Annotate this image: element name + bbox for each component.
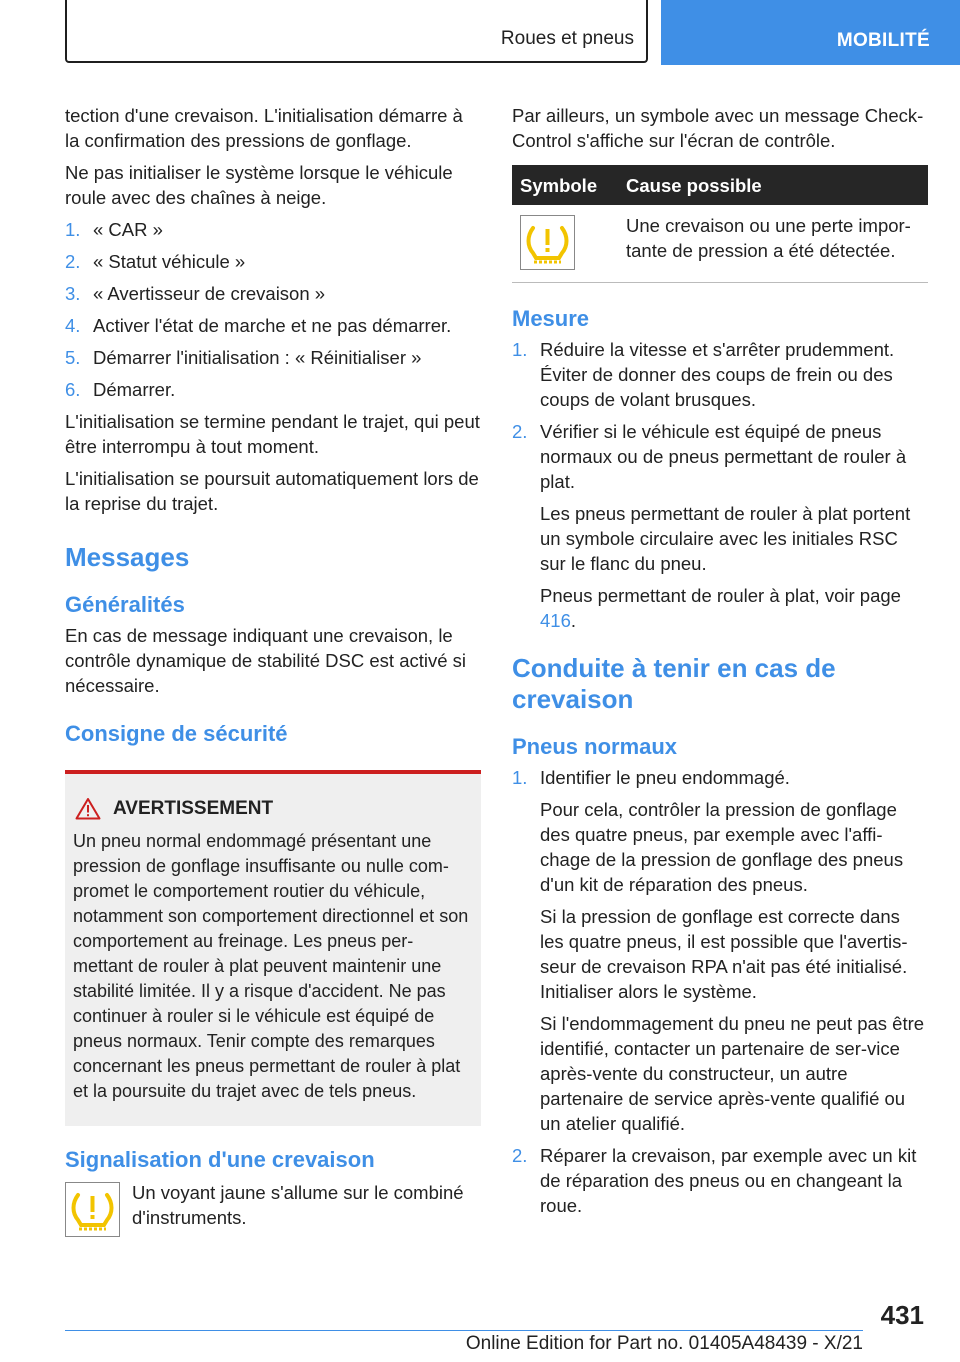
safety-heading: Consigne de sécurité	[65, 721, 288, 746]
list-item: 4. Activer l'état de marche et ne pas démarrer.	[65, 315, 452, 336]
normal-tires-heading: Pneus normaux	[512, 734, 678, 759]
messages-heading: Messages	[65, 542, 190, 572]
symbol-table	[512, 165, 928, 283]
warning-title: AVERTISSEMENT	[113, 798, 274, 819]
warning-text: Un pneu normal endommagé présentant une pression de gonflage insuffisante ou nulle com-promet le comportement routier du véhicule, notamment son comportement directionnel et son comportement au freinage. Les pneus per-mettant de rouler à plat peuvent maintenir une stabilité limitée. Il y a risque d'accident. Ne pas continuer à rouler si le véhicule est équipé de pneus normaux. Tenir compte des remarques concernant les pneus permettant de rouler à plat et la poursuite du trajet avec de tels pneus.	[73, 831, 469, 1101]
tire-pressure-warning-icon	[520, 215, 575, 270]
table-header-cause: Cause possible	[618, 165, 928, 205]
list-item: 3. « Avertisseur de crevaison »	[65, 283, 326, 304]
chapter-tab: MOBILITÉ	[661, 0, 960, 65]
list-item: 1. Réduire la vitesse et s'arrêter prudemment. Éviter de donner des coups de frein ou des coups de volant brusques.	[512, 339, 895, 410]
list-item: 2. « Statut véhicule »	[65, 251, 246, 272]
footer-divider	[65, 1330, 863, 1331]
page-reference-link[interactable]: 416	[540, 610, 571, 631]
normal-tires-steps	[512, 765, 928, 1218]
warning-box	[65, 770, 481, 1126]
intro-paragraph-2: Ne pas initialiser le système lorsque le véhicule roule avec des chaînes à neige.	[65, 162, 453, 208]
tire-pressure-warning-icon	[65, 1182, 120, 1237]
normal-sub-paragraph-2: Si la pression de gonflage est correcte dans les quatre pneus, il est possible que l'avertis-seur de crevaison RPA n'ait pas été initialisé. Initialiser alors le système.	[540, 906, 908, 1002]
normal-sub-paragraph-1: Pour cela, contrôler la pression de gonflage des quatre pneus, par exemple avec l'affi-chage de la pression de gonflage des pneus d'un kit de réparation des pneus.	[540, 799, 904, 895]
signal-text: Un voyant jaune s'allume sur le combiné d'instruments.	[132, 1182, 464, 1228]
measure-heading: Mesure	[512, 306, 590, 331]
list-item: 2. Vérifier si le véhicule est équipé de pneus normaux ou de pneus permettant de rouler à plat. Les pneus permettant de rouler à plat portent un symbole circulaire avec les initiales RSC sur le flanc du pneu. Pneus permettant de rouler à plat, voir page 416.	[512, 419, 928, 633]
measure-sub-paragraph-1: Les pneus permettant de rouler à plat portent un symbole circulaire avec les initiales RSC sur le flanc du pneu.	[540, 503, 911, 574]
list-item: 2. Réparer la crevaison, par exemple avec un kit de réparation des pneus ou en changeant la roue.	[512, 1145, 917, 1216]
right-intro: Par ailleurs, un symbole avec un message Check-Control s'affiche sur l'écran de contrôle.	[512, 105, 924, 151]
list-item: 6. Démarrer.	[65, 379, 176, 400]
right-column	[512, 103, 928, 1225]
after-paragraph-1: L'initialisation se termine pendant le trajet, qui peut être interrompu à tout moment.	[65, 411, 480, 457]
signal-row	[65, 1180, 481, 1237]
signal-heading: Signalisation d'une crevaison	[65, 1147, 375, 1172]
left-column	[65, 103, 481, 1237]
measure-steps	[512, 337, 928, 633]
table-cell-symbol	[512, 205, 618, 283]
general-paragraph: En cas de message indiquant une crevaison, le contrôle dynamique de stabilité DSC est activé si nécessaire.	[65, 625, 467, 696]
normal-sub-paragraph-3: Si l'endommagement du pneu ne peut pas être identifié, contacter un partenaire de ser-vice après-vente du constructeur, un autre partenaire de service après-vente qualifié ou un atelier qualifié.	[540, 1013, 925, 1134]
edition-footer: Online Edition for Part no. 01405A48439 - X/21	[465, 1333, 863, 1354]
list-item: 1. « CAR »	[65, 219, 163, 240]
warning-title-row	[73, 796, 473, 821]
section-title: Roues et pneus	[500, 28, 634, 49]
warning-triangle-icon	[75, 797, 101, 820]
conduct-heading: Conduite à tenir en cas de crevaison	[512, 653, 836, 714]
list-item: 5. Démarrer l'initialisation : « Réinitialiser »	[65, 347, 422, 368]
after-paragraph-2: L'initialisation se poursuit automatiquement lors de la reprise du trajet.	[65, 468, 479, 514]
list-item: 1. Identifier le pneu endommagé. Pour cela, contrôler la pression de gonflage des quatre pneus, par exemple avec l'affi-chage de la pression de gonflage des pneus d'un kit de réparation des pneus. Si la pression de gonflage est correcte dans les quatre pneus, il est possible que l'avertis-seur de crevaison RPA n'ait pas été initialisé. Initialiser alors le système. Si l'endommagement du pneu ne peut pas être identifié, contacter un partenaire de ser-vice après-vente du constructeur, un autre partenaire de service après-vente qualifié ou un atelier qualifié.	[512, 765, 928, 1136]
table-row	[512, 205, 928, 283]
measure-sub-paragraph-2: Pneus permettant de rouler à plat, voir page 416.	[540, 585, 901, 631]
section-tab	[65, 0, 648, 63]
page-number: 431	[880, 1300, 924, 1330]
general-heading: Généralités	[65, 592, 185, 617]
initialisation-steps	[65, 217, 481, 402]
table-cell-cause: Une crevaison ou une perte impor-tante de pression a été détectée.	[618, 205, 928, 283]
intro-paragraph-1: tection d'une crevaison. L'initialisation démarre à la confirmation des pressions de gonflage.	[65, 105, 463, 151]
table-header-symbol: Symbole	[512, 165, 618, 205]
